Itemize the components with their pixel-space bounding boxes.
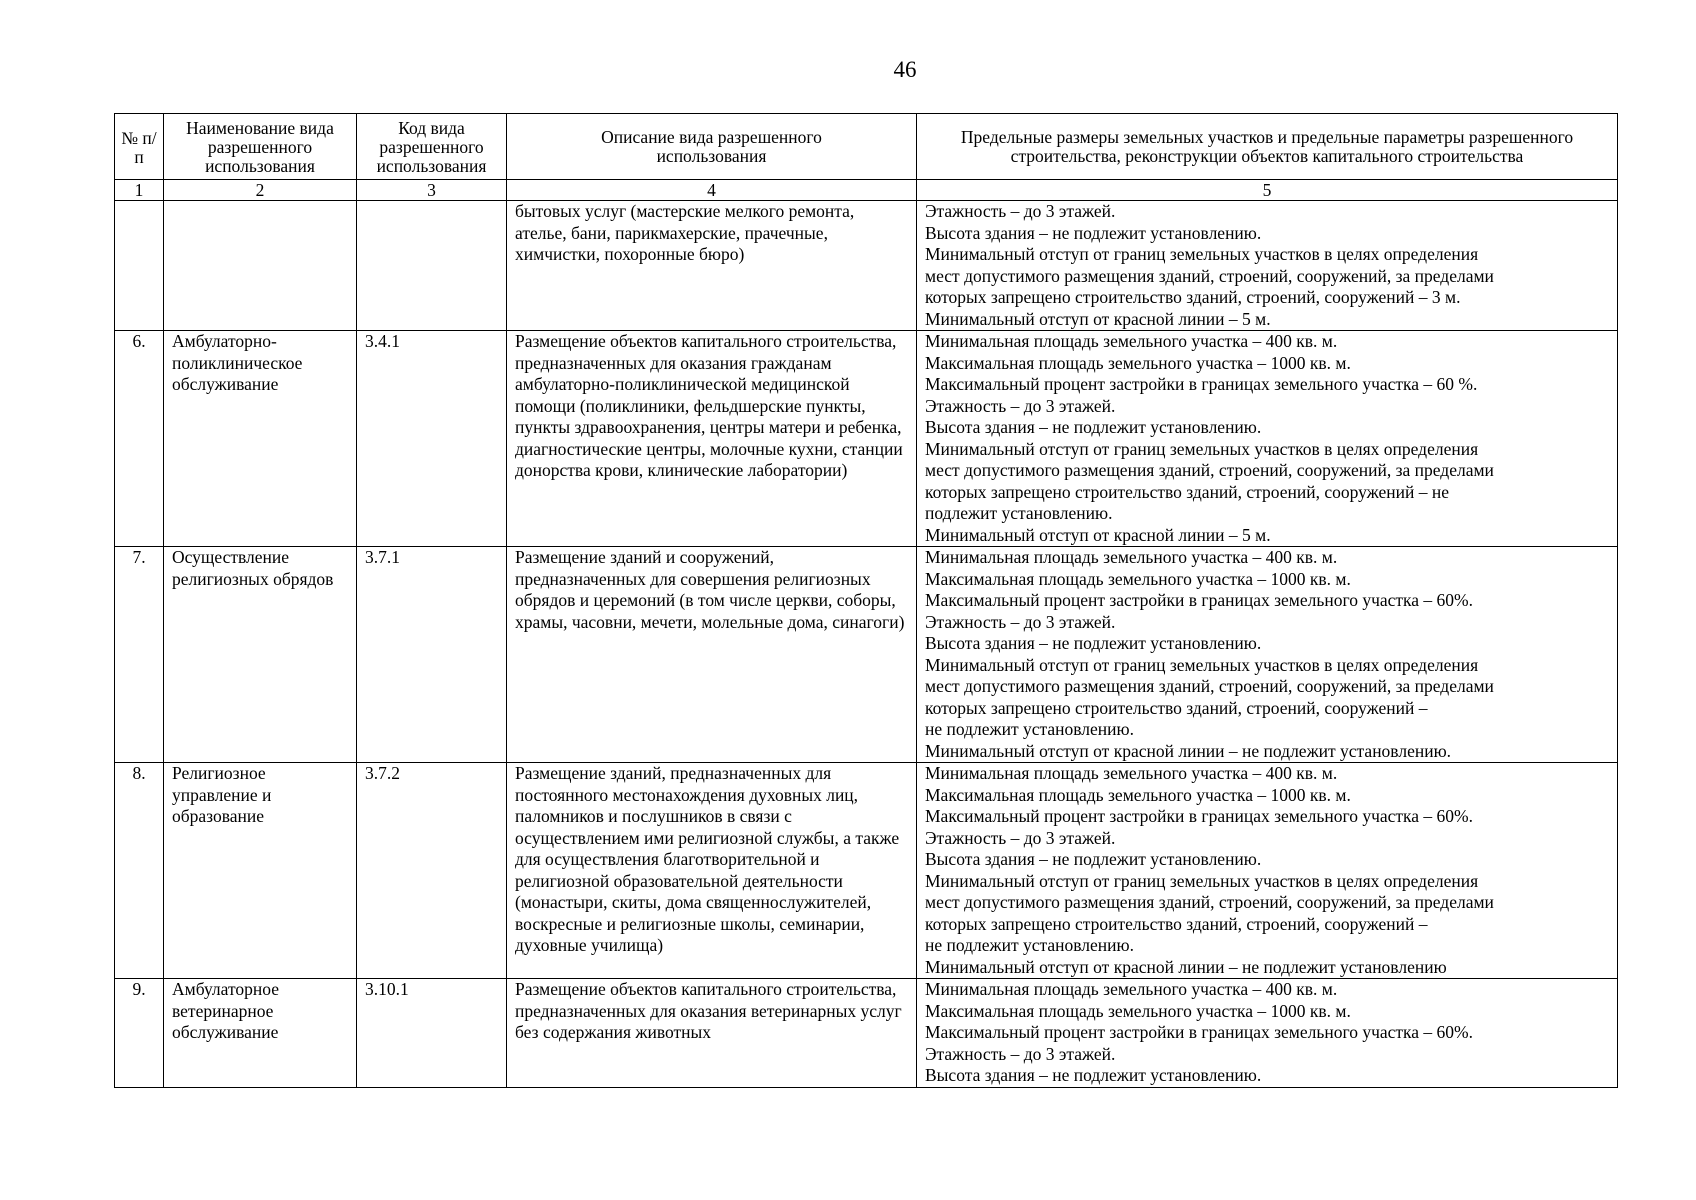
param-line: Минимальная площадь земельного участка – 400 кв. м.	[925, 547, 1338, 567]
row-params	[917, 979, 1618, 1088]
param-line: Минимальный отступ от красной линии – не подлежит установлению.	[925, 740, 1452, 761]
param-line: не подлежит установлению.	[925, 719, 1134, 739]
param-line: мест допустимого размещения зданий, строений, сооружений, за пределами	[925, 265, 1494, 286]
row-code	[357, 979, 507, 1088]
row-name	[164, 201, 357, 331]
row-code	[357, 763, 507, 979]
row-params	[917, 201, 1618, 331]
table-row	[115, 763, 1618, 979]
table-row	[115, 547, 1618, 763]
column-number: 3	[357, 180, 507, 201]
param-line: мест допустимого размещения зданий, строений, сооружений, за пределами	[925, 676, 1494, 696]
table-row	[115, 331, 1618, 547]
row-description	[507, 547, 917, 763]
param-line: Высота здания – не подлежит установлению.	[925, 1065, 1262, 1085]
row-code	[357, 331, 507, 547]
param-line: Минимальная площадь земельного участка – 400 кв. м.	[925, 979, 1338, 999]
header-num: № п/п	[115, 114, 164, 180]
row-number	[115, 547, 164, 763]
row-params	[917, 331, 1618, 547]
row-name	[164, 763, 357, 979]
column-number: 1	[115, 180, 164, 201]
param-line: Максимальный процент застройки в границах земельного участка – 60 %.	[925, 374, 1478, 394]
row-description-text: Размещение зданий, предназначенных для постоянного местонахождения духовных лиц, паломников и послушников в связи с осуществлением ими религиозной службы, а также для осуществления благотворительной и религиозной образовательной деятельности (монастыри, скиты, дома священнослужителей, воскресные и религиозные школы, семинарии, духовные училища)	[515, 763, 900, 955]
table-header-row	[115, 114, 1618, 180]
page-number: 46	[893, 57, 917, 82]
row-name-text: Амбулаторное ветеринарное обслуживание	[172, 979, 279, 1042]
row-number-text: 8.	[132, 763, 146, 783]
param-line: Максимальная площадь земельного участка – 1000 кв. м.	[925, 784, 1351, 805]
param-line: мест допустимого размещения зданий, строений, сооружений, за пределами	[925, 892, 1494, 912]
row-description	[507, 979, 917, 1088]
param-line: Максимальная площадь земельного участка – 1000 кв. м.	[925, 1000, 1351, 1021]
row-code-text: 3.7.2	[365, 763, 400, 783]
param-line: Минимальный отступ от красной линии – 5 м.	[925, 524, 1271, 545]
param-line: Максимальный процент застройки в границах земельного участка – 60%.	[925, 1022, 1474, 1042]
row-description-text: Размещение объектов капитального строительства, предназначенных для оказания ветеринарных услуг без содержания животных	[515, 979, 902, 1042]
row-code-text: 3.4.1	[365, 331, 400, 351]
param-line: Высота здания – не подлежит установлению.	[925, 417, 1262, 437]
header-params: Предельные размеры земельных участков и предельные параметры разрешенного строительства, реконструкции объектов капитального строительства	[917, 114, 1618, 180]
row-description	[507, 201, 917, 331]
param-line: которых запрещено строительство зданий, строений, сооружений –	[925, 697, 1428, 718]
row-number-text: 6.	[132, 331, 146, 351]
param-line: которых запрещено строительство зданий, строений, сооружений – 3 м.	[925, 287, 1461, 307]
param-line: Минимальный отступ от красной линии – 5 м.	[925, 308, 1271, 329]
header-code: Код вида разрешенного использования	[357, 114, 507, 180]
param-line: Минимальный отступ от границ земельных участков в целях определения	[925, 438, 1479, 459]
header-description: Описание вида разрешенного использования	[507, 114, 917, 180]
row-name	[164, 979, 357, 1088]
param-line: Максимальная площадь земельного участка – 1000 кв. м.	[925, 352, 1351, 373]
table-row	[115, 201, 1618, 331]
land-use-table	[114, 113, 1618, 1088]
row-name	[164, 547, 357, 763]
param-line: Этажность – до 3 этажей.	[925, 395, 1116, 416]
param-line: которых запрещено строительство зданий, строений, сооружений – не	[925, 481, 1450, 502]
param-line: Максимальный процент застройки в границах земельного участка – 60%.	[925, 806, 1474, 826]
param-line: Высота здания – не подлежит установлению.	[925, 633, 1262, 653]
param-line: Минимальный отступ от красной линии – не подлежит установлению	[925, 956, 1447, 977]
column-number: 2	[164, 180, 357, 201]
row-number-text: 7.	[132, 547, 146, 567]
row-description-text: Размещение зданий и сооружений, предназначенных для совершения религиозных обрядов и церемоний (в том числе церкви, соборы, храмы, часовни, мечети, молельные дома, синагоги)	[515, 547, 905, 632]
param-line: Минимальная площадь земельного участка – 400 кв. м.	[925, 763, 1338, 783]
header-name: Наименование вида разрешенного использования	[164, 114, 357, 180]
param-line: Минимальный отступ от границ земельных участков в целях определения	[925, 244, 1479, 264]
param-line: Этажность – до 3 этажей.	[925, 827, 1116, 848]
row-params	[917, 763, 1618, 979]
table-body	[115, 201, 1618, 1088]
row-number	[115, 331, 164, 547]
param-line: Высота здания – не подлежит установлению.	[925, 222, 1262, 243]
param-line: Этажность – до 3 этажей.	[925, 1043, 1116, 1064]
row-params	[917, 547, 1618, 763]
row-number-text: 9.	[132, 979, 146, 999]
row-name-text: Осуществление религиозных обрядов	[172, 547, 334, 589]
param-line: Минимальный отступ от границ земельных участков в целях определения	[925, 654, 1479, 675]
row-code-text: 3.10.1	[365, 979, 409, 999]
param-line: не подлежит установлению.	[925, 935, 1134, 955]
row-number	[115, 201, 164, 331]
row-description-text: бытовых услуг (мастерские мелкого ремонта, ателье, бани, парикмахерские, прачечные, химчистки, похоронные бюро)	[515, 201, 855, 264]
row-number	[115, 763, 164, 979]
param-line: Высота здания – не подлежит установлению.	[925, 849, 1262, 869]
row-code	[357, 201, 507, 331]
row-description	[507, 763, 917, 979]
param-line: Максимальная площадь земельного участка – 1000 кв. м.	[925, 568, 1351, 589]
row-description-text: Размещение объектов капитального строительства, предназначенных для оказания гражданам амбулаторно-поликлинической медицинской помощи (поликлиники, фельдшерские пункты, пункты здравоохранения, центры матери и ребенка, диагностические центры, молочные кухни, станции донорства крови, клинические лаборатории)	[515, 331, 903, 480]
row-number	[115, 979, 164, 1088]
column-number: 4	[507, 180, 917, 201]
row-name-text: Амбулаторно-поликлиническое обслуживание	[172, 331, 303, 394]
param-line: подлежит установлению.	[925, 503, 1113, 523]
param-line: Минимальный отступ от границ земельных участков в целях определения	[925, 870, 1479, 891]
param-line: которых запрещено строительство зданий, строений, сооружений –	[925, 913, 1428, 934]
row-name	[164, 331, 357, 547]
column-number: 5	[917, 180, 1618, 201]
param-line: Минимальная площадь земельного участка – 400 кв. м.	[925, 331, 1338, 351]
row-code-text: 3.7.1	[365, 547, 400, 567]
row-description	[507, 331, 917, 547]
param-line: Этажность – до 3 этажей.	[925, 201, 1116, 221]
param-line: Максимальный процент застройки в границах земельного участка – 60%.	[925, 590, 1474, 610]
table-row	[115, 979, 1618, 1088]
row-code	[357, 547, 507, 763]
column-numbers-row	[115, 180, 1618, 201]
param-line: мест допустимого размещения зданий, строений, сооружений, за пределами	[925, 460, 1494, 480]
param-line: Этажность – до 3 этажей.	[925, 611, 1116, 632]
row-name-text: Религиозное управление и образование	[172, 763, 272, 826]
